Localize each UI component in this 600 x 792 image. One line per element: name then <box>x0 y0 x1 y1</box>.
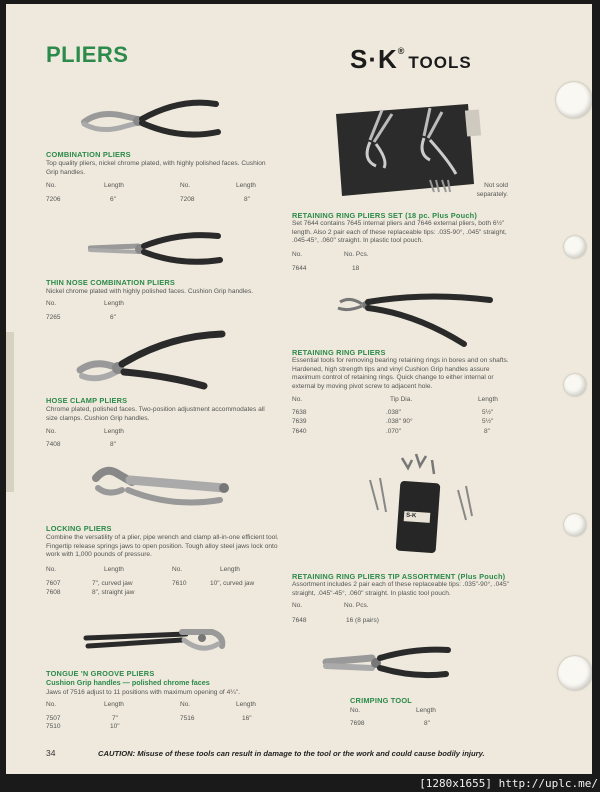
col-header-no: No. <box>292 602 303 609</box>
catalog-page <box>6 4 592 774</box>
thin-nose-pliers-image <box>88 230 228 268</box>
binder-hole <box>564 514 586 536</box>
part-number: 7208 <box>180 196 195 203</box>
part-number: 7610 <box>172 580 187 587</box>
product-description: Set 7644 contains 7645 internal pliers and 7646 external pliers, both 6½" length. Also 2 pair each of these replaceable tips: .035-90°, .045" straight, .045-45°, .060" straight. In plastic tool pouch. <box>292 220 507 244</box>
binder-hole <box>558 656 592 690</box>
brand-logo <box>350 44 472 75</box>
pouch-label: S-K <box>405 512 417 520</box>
hose-clamp-pliers-image <box>72 326 232 390</box>
part-number: 7648 <box>292 617 307 624</box>
part-length: 6" <box>110 314 116 321</box>
product-description: Top quality pliers, nickel chrome plated, with highly polished faces. Cushion Grip handles. <box>46 160 266 176</box>
part-number: 7607 <box>46 580 61 587</box>
part-pcs: 16 (8 pairs) <box>346 617 379 624</box>
page-edge-tab <box>6 332 14 492</box>
col-header-length: Length <box>236 182 256 189</box>
tongue-groove-pliers-image <box>82 618 232 658</box>
part-length: 8" <box>424 720 430 727</box>
product-title <box>292 572 505 581</box>
col-header-no: No. <box>292 396 303 403</box>
col-header-no: No. <box>46 428 57 435</box>
part-length: 5½" <box>482 409 494 416</box>
part-number: 7510 <box>46 723 61 730</box>
combination-pliers-image <box>80 98 230 142</box>
col-header-no: No. <box>350 707 361 714</box>
col-header-no: No. <box>46 182 57 189</box>
binder-hole <box>564 236 586 258</box>
part-length: 7" <box>112 715 118 722</box>
col-header-length: Length <box>104 182 124 189</box>
part-number: 7639 <box>292 418 307 425</box>
col-header-no: No. <box>46 566 57 573</box>
part-tip: .070" <box>386 428 401 435</box>
note-line: Not sold <box>484 182 508 189</box>
part-length: 8" <box>484 428 490 435</box>
product-title <box>292 211 477 220</box>
part-number: 7206 <box>46 196 61 203</box>
part-number: 7638 <box>292 409 307 416</box>
binder-hole <box>564 374 586 396</box>
tip-assortment-image <box>362 450 482 558</box>
col-header-no: No. <box>46 300 57 307</box>
part-tip: .038" <box>386 409 401 416</box>
part-length: 8" <box>110 441 116 448</box>
note-line: separately. <box>476 190 508 198</box>
title-note: (18 pc. Plus Pouch) <box>405 211 478 220</box>
part-length: 7", curved jaw <box>92 580 133 587</box>
product-description: Chrome plated, polished faces. Two-position adjustment accommodates all size clamps. Cushion Grip handles. <box>46 406 265 422</box>
title-text: RETAINING RING PLIERS SET <box>292 211 403 220</box>
part-number: 7698 <box>350 720 365 727</box>
col-header-no: No. <box>180 182 191 189</box>
col-header-no: No. <box>46 701 57 708</box>
part-number: 7644 <box>292 265 307 272</box>
product-title: HOSE CLAMP PLIERS <box>46 396 128 405</box>
locking-pliers-image <box>92 460 232 512</box>
product-subtitle: Cushion Grip handles — polished chrome faces <box>46 678 210 687</box>
product-title: TONGUE 'N GROOVE PLIERS <box>46 669 155 678</box>
col-header-length: Length <box>478 396 498 403</box>
crimping-tool-image <box>322 640 452 684</box>
col-header-length: Length <box>104 300 124 307</box>
title-text: RETAINING RING PLIERS TIP ASSORTMENT <box>292 572 456 581</box>
product-description: Essential tools for removing bearing retaining rings in bores and on shafts. Hardened, high strength tips and vinyl Cushion Grip handles assure maximum control of retaining rings. Quick change to either internal or external by moving pivot screw to adjacent hole. <box>292 357 509 390</box>
product-description: Combine the versatility of a plier, pipe wrench and clamp all-in-one efficient tool. Fingertip release springs jaws to open position. Tough alloy steel jaws lock onto work with 1,000 pounds of pressure. <box>46 534 279 558</box>
col-header-no: No. <box>292 251 303 258</box>
registered-mark: ® <box>397 46 405 56</box>
part-length: 8", straight jaw <box>92 589 135 596</box>
col-header-length: Length <box>236 701 256 708</box>
tip-assortment-drawing <box>362 450 482 558</box>
brand-suffix: TOOLS <box>408 53 472 72</box>
col-header-length: Length <box>104 428 124 435</box>
col-header-no: No. <box>172 566 183 573</box>
source-watermark: [1280x1655] http://uplc.me/ <box>419 777 598 790</box>
caution-notice: CAUTION: Misuse of these tools can result in damage to the tool or the work and could cause bodily injury. <box>98 749 485 758</box>
part-number: 7608 <box>46 589 61 596</box>
brand-name: S·K <box>350 44 398 74</box>
part-tip: .038" 90° <box>386 418 413 425</box>
product-title: RETAINING RING PLIERS <box>292 348 386 357</box>
col-header-length: Length <box>104 566 124 573</box>
page-number: 34 <box>46 748 56 758</box>
product-title: LOCKING PLIERS <box>46 524 112 533</box>
col-header-length: Length <box>416 707 436 714</box>
binder-hole <box>556 82 592 118</box>
part-length: 8" <box>244 196 250 203</box>
product-description: Nickel chrome plated with highly polished faces. Cushion Grip handles. <box>46 288 254 295</box>
part-length: 10", curved jaw <box>210 580 255 587</box>
part-length: 5½" <box>482 418 494 425</box>
part-length: 10" <box>110 723 120 730</box>
col-header-length: Length <box>220 566 240 573</box>
col-header-length: Length <box>104 701 124 708</box>
part-pcs: 18 <box>352 265 360 272</box>
col-header-no: No. <box>180 701 191 708</box>
col-header-pcs: No. Pcs. <box>344 602 369 609</box>
product-title: CRIMPING TOOL <box>350 696 412 705</box>
part-number: 7516 <box>180 715 195 722</box>
part-number: 7265 <box>46 314 61 321</box>
part-length: 16" <box>242 715 252 722</box>
product-description: Assortment includes 2 pair each of these replaceable tips: .035"-90°, .045" straight, .045"-45°, .060" straight. In plastic tool pouch. <box>292 581 509 597</box>
product-description: Jaws of 7516 adjust to 11 positions with maximum opening of 4¼". <box>46 689 240 696</box>
page-title: PLIERS <box>46 42 129 67</box>
retaining-ring-pliers-image <box>336 290 496 350</box>
col-header-pcs: No. Pcs. <box>344 251 369 258</box>
part-number: 7640 <box>292 428 307 435</box>
product-title: THIN NOSE COMBINATION PLIERS <box>46 278 176 287</box>
part-number: 7408 <box>46 441 61 448</box>
part-number: 7507 <box>46 715 61 722</box>
title-note: (Plus Pouch) <box>457 572 506 581</box>
col-header-tip: Tip Dia. <box>390 396 413 403</box>
product-note <box>442 182 508 199</box>
part-length: 6" <box>110 196 116 203</box>
product-title: COMBINATION PLIERS <box>46 150 131 159</box>
